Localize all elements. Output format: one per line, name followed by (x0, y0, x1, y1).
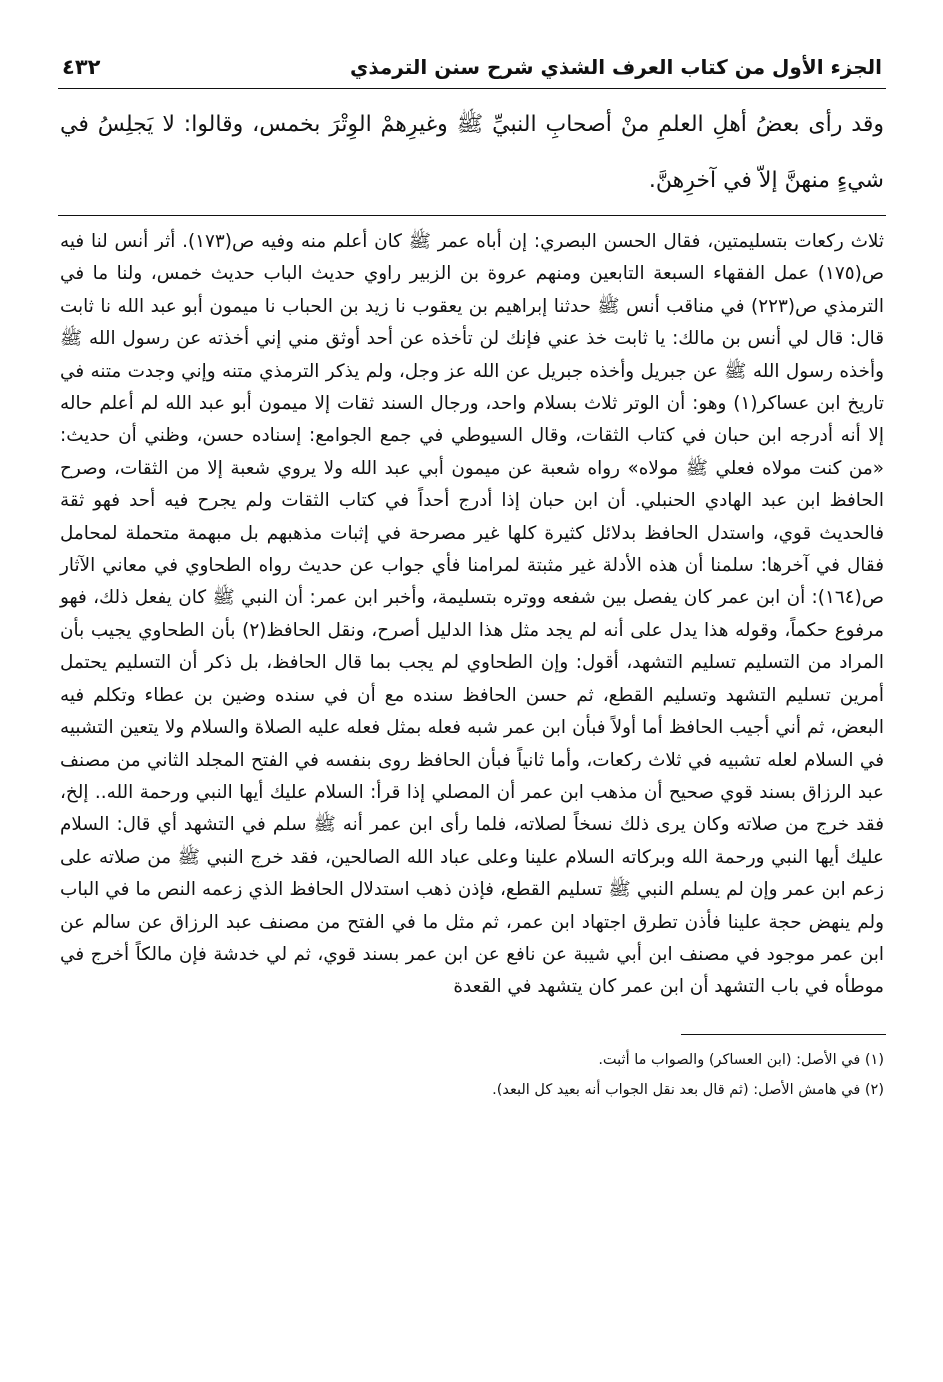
footnote-1: (١) في الأصل: (ابن العساكر) والصواب ما أثبت. (598, 1051, 884, 1068)
footnotes (58, 1045, 886, 1105)
commentary-paragraph: ثلاث ركعات بتسليمتين، فقال الحسن البصري: إن أباه عمر ﷺ كان أعلم منه وفيه ص(١٧٣). أثر أنس لنا فيه ص(١٧٥) عمل الفقهاء السبعة التابعين ومنهم عروة بن الزبير راوي حديث الباب حديث خمس، ولنا ما في الترمذي ص(٢٢٣) في مناقب أنس ﷺ حدثنا إبراهيم بن يعقوب نا زيد بن الحباب نا ميمون أبو عبد الله نا ثابت قال: قال لي أنس بن مالك: يا ثابت خذ عني فإنك لن تأخذه عن أحد أوثق مني إني أخذته عن رسول الله ﷺ وأخذه رسول الله ﷺ عن جبريل وأخذه جبريل عن الله عز وجل، ولم يذكر الترمذي متنه وإني وجدت متنه في تاريخ ابن عساكر(١) وهو: أن الوتر ثلاث بسلام واحد، ورجال السند ثقات إلا ميمون أبو عبد الله لم أعلم حاله إلا أنه أدرجه ابن حبان في كتاب الثقات، وقال السيوطي في جمع الجوامع: إسناده حسن، وظني أن حديث: «من كنت مولاه فعلي ﷺ مولاه» رواه شعبة عن ميمون أبي عبد الله ولا يروي شعبة إلا من الثقات، وصرح الحافظ ابن عبد الهادي الحنبلي. أن ابن حبان إذا أدرج أحداً في كتاب الثقات ولم يجرح فيه أحد فهو ثقة فالحديث قوي، واستدل الحافظ بدلائل كثيرة كلها غير مصرحة في إثبات مذهبهم بل مبهمة متحملة لمحامل فقال في آخرها: سلمنا أن هذه الأدلة غير مثبتة لمرامنا فأي جواب عن حديث رواه الطحاوي في معاني الآثار ص(١٦٤): أن ابن عمر كان يفصل بين شفعه ووتره بتسليمة، وأخبر ابن عمر: أن النبي ﷺ كان يفعل ذلك، فهو مرفوع حكماً، وقوله هذا يدل على أنه لم يجد مثل هذا الدليل أصرح، ونقل الحافظ(٢) بأن الطحاوي يجيب بأن المراد من التسليم تسليم التشهد، أقول: وإن الطحاوي لم يجب بما قال الحافظ، بل ذكر أن التسليم يحتمل أمرين تسليم التشهد وتسليم القطع، ثم حسن الحافظ سنده مع أن في سنده وضين بن عطاء وتكلم فيه البعض، ثم أني أجيب الحافظ أما أولاً فبأن ابن عمر شبه فعله بمثل فعله عليه الصلاة والسلام ولا يتعين التشبيه في السلام لعله تشبيه في ثلاث ركعات، وأما ثانياً فبأن الحافظ روى بنفسه في الفتح المجلد الثاني من مصنف عبد الرزاق بسند قوي صحيح أن مذهب ابن عمر أن المصلي إذا قرأ: السلام عليك أيها النبي ورحمة الله.. إلخ، فقد خرج من صلاته وكان يرى ذلك نسخاً لصلاته، فلما رأى ابن عمر أنه ﷺ سلم في التشهد أي قال: السلام عليك أيها النبي ورحمة الله وبركاته السلام علينا وعلى عباد الله الصالحين، فقد خرج النبي ﷺ من صلاته على زعم ابن عمر وإن لم يسلم النبي ﷺ تسليم القطع، فإذن ذهب استدلال الحافظ الذي زعمه النص ما في الباب ولم ينهض حجة علينا فأذن تطرق اجتهاد ابن عمر، ثم مثل ما في الفتح من مصنف عبد الرزاق عن سالم عن ابن عمر موجود في مصنف ابن أبي شيبة عن نافع عن ابن عمر بسند قوي، ثم لي خدشة فإن مالكاً أخرج في موطأه في باب التشهد أن ابن عمر كان يتشهد في القعدة (60, 231, 884, 998)
hadith-text: وقد رأى بعضُ أهلِ العلمِ منْ أصحابِ النبيِّ ﷺ وغيرِهمْ الوِتْرَ بخمس، وقالوا: لا يَجلِسُ في شيءٍ منهنَّ إلاّ في آخرِهنَّ. (60, 112, 884, 193)
footnote-2: (٢) في هامش الأصل: (ثم قال بعد نقل الجواب أنه بعيد كل البعد). (492, 1081, 884, 1098)
book-title: الجزء الأول من كتاب العرف الشذي شرح سنن الترمذي (350, 55, 882, 79)
book-page (58, 52, 886, 1105)
text-divider (58, 215, 886, 216)
running-header (58, 52, 886, 89)
footnote-rule (681, 1034, 886, 1035)
page-number: ٤٣٢ (62, 55, 101, 79)
